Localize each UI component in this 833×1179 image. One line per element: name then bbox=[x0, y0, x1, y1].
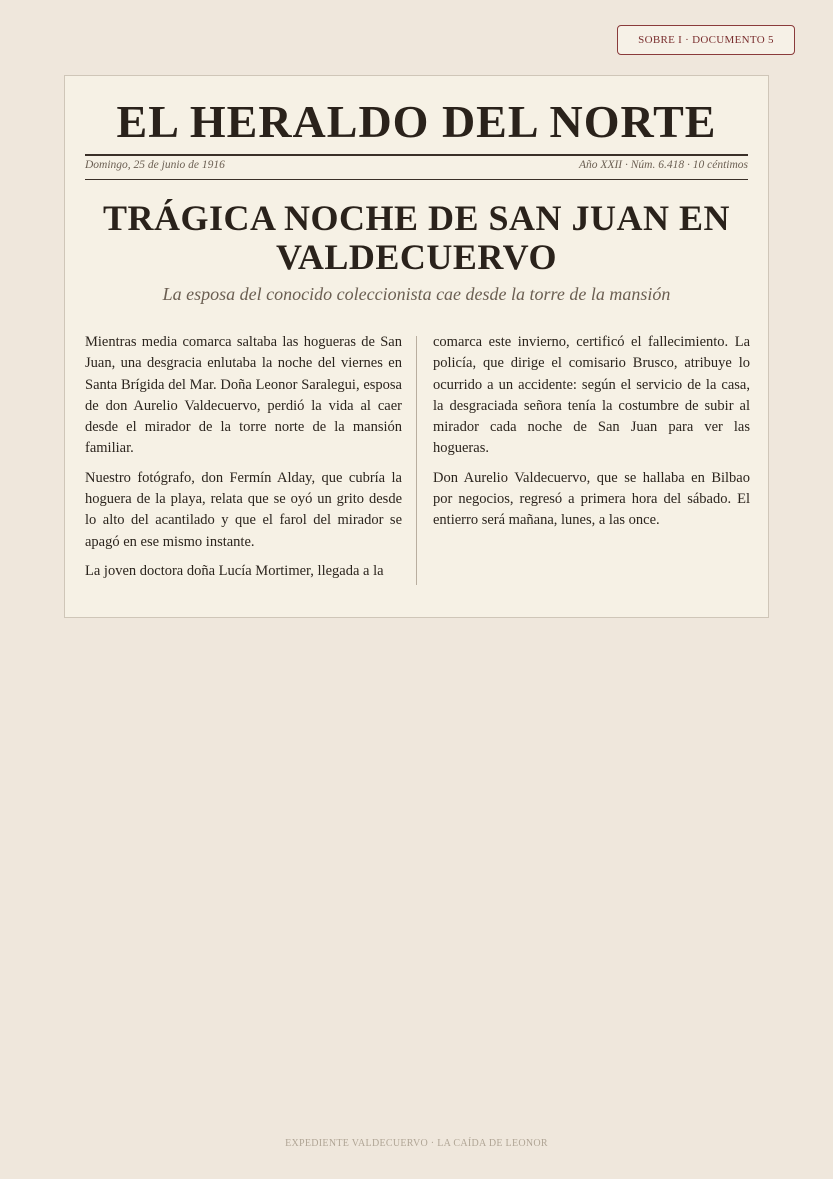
paragraph: Don Aurelio Valdecuervo, que se hallaba en Bilbao por negocios, regresó a primera hora del sábado. El entierro será mañana, lunes, a las once. bbox=[433, 469, 750, 529]
newspaper-clipping bbox=[64, 75, 769, 618]
article-column-right bbox=[433, 332, 750, 585]
article-column-left bbox=[85, 332, 402, 585]
masthead-title: EL HERALDO DEL NORTE bbox=[116, 96, 717, 147]
column-divider bbox=[416, 336, 417, 585]
dateline bbox=[85, 159, 748, 175]
article-headline: TRÁGICA NOCHE DE SAN JUAN EN VALDECUERVO bbox=[102, 198, 731, 277]
document-badge[interactable] bbox=[617, 25, 795, 55]
article-body bbox=[85, 332, 750, 585]
paragraph: comarca este invierno, certificó el fallecimiento. La policía, que dirige el comisario Brusco, atribuye lo ocurrido a un accidente: según el servicio de la casa, la desgraciada señora tenía la costumbre de subir al mirador cada noche de San Juan para ver las hogueras. bbox=[433, 334, 750, 457]
issue-date: Domingo, 25 de junio de 1916 bbox=[85, 159, 225, 171]
paragraph: Nuestro fotógrafo, don Fermín Alday, que cubría la hoguera de la playa, relata que se oyó un grito desde lo alto del acantilado y que el farol del mirador se apagó en ese mismo instante. bbox=[85, 469, 402, 550]
issue-number: Año XXII · Núm. 6.418 · 10 céntimos bbox=[579, 159, 748, 171]
paragraph: La joven doctora doña Lucía Mortimer, llegada a la bbox=[85, 562, 384, 579]
case-file-footer: EXPEDIENTE VALDECUERVO · LA CAÍDA DE LEONOR bbox=[285, 1138, 548, 1149]
masthead-rule-top bbox=[85, 154, 748, 156]
document-badge-label: SOBRE I · DOCUMENTO 5 bbox=[638, 34, 774, 46]
masthead-rule-bottom bbox=[85, 179, 748, 180]
article-subheadline: La esposa del conocido coleccionista cae desde la torre de la mansión bbox=[162, 284, 671, 304]
paragraph: Mientras media comarca saltaba las hogueras de San Juan, una desgracia enlutaba la noche del viernes en Santa Brígida del Mar. Doña Leonor Saralegui, esposa de don Aurelio Valdecuervo, perdió la vida al caer desde el mirador de la torre norte de la mansión familiar. bbox=[85, 334, 402, 457]
